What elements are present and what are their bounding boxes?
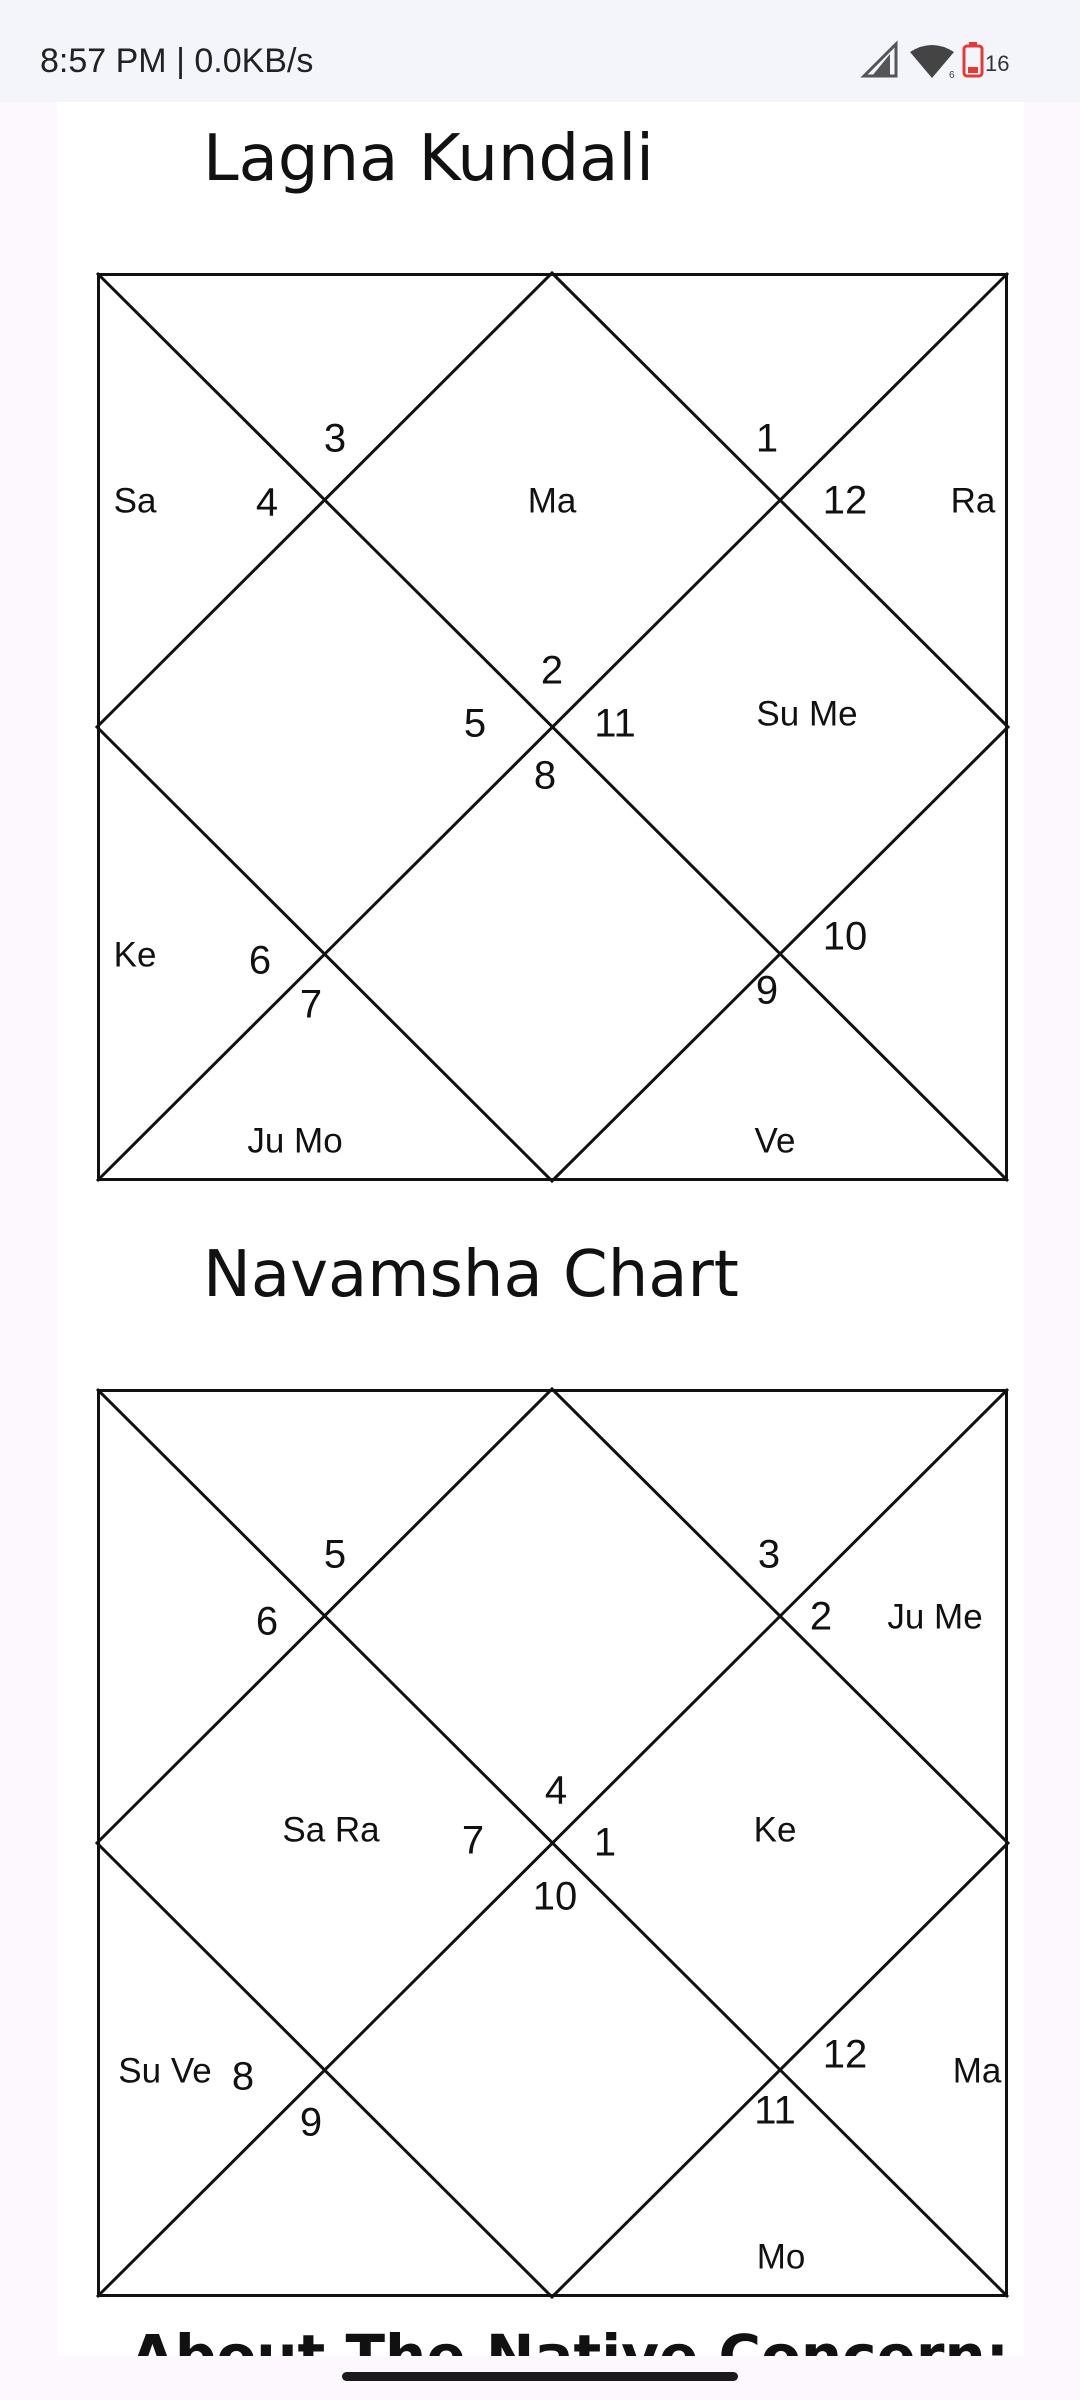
- house-number: 1: [755, 416, 779, 461]
- lagna-kundali-chart: [97, 273, 1008, 1181]
- lagna-chart-title: Lagna Kundali: [203, 122, 654, 196]
- planet-label: Sa: [113, 481, 157, 521]
- home-indicator[interactable]: [342, 2372, 738, 2381]
- planet-label: Ju Me: [887, 1597, 983, 1637]
- house-number: 9: [755, 968, 779, 1013]
- house-number: 10: [532, 1874, 578, 1919]
- house-number: 4: [255, 480, 279, 525]
- status-bar: [0, 0, 1080, 102]
- planet-label: Ve: [754, 1121, 796, 1161]
- house-number: 6: [248, 938, 272, 983]
- planet-label: Ke: [113, 935, 157, 975]
- house-number: 3: [323, 416, 347, 461]
- wifi-icon: [910, 45, 955, 80]
- planet-label: Ke: [753, 1810, 797, 1850]
- house-number: 5: [323, 1532, 347, 1577]
- house-number: 7: [299, 982, 323, 1027]
- house-number: 9: [299, 2100, 323, 2145]
- house-number: 8: [231, 2054, 255, 2099]
- planet-label: Ma: [952, 2051, 1002, 2091]
- planet-label: Sa Ra: [282, 1810, 380, 1850]
- svg-text:6: 6: [949, 70, 955, 80]
- house-number: 2: [540, 648, 564, 693]
- content-panel: [57, 102, 1024, 2357]
- planet-label: Mo: [756, 2237, 806, 2277]
- navamsha-chart-title: Navamsha Chart: [203, 1238, 739, 1312]
- house-number: 12: [822, 478, 868, 523]
- house-number: 2: [809, 1594, 833, 1639]
- house-number: 11: [594, 701, 636, 746]
- planet-label: Ra: [950, 481, 996, 521]
- house-number: 10: [822, 914, 868, 959]
- planet-label: Ma: [527, 481, 577, 521]
- battery-low-icon: [964, 42, 982, 76]
- house-number: 8: [533, 753, 557, 798]
- status-time: 8:57 PM | 0.0KB/s: [40, 42, 314, 80]
- navamsha-chart: [97, 1389, 1008, 2297]
- house-number: 11: [754, 2088, 796, 2133]
- house-number: 7: [461, 1818, 485, 1863]
- house-number: 5: [463, 701, 487, 746]
- house-number: 3: [757, 1532, 781, 1577]
- status-icons: [860, 40, 1030, 80]
- lagna-chart-svg: [97, 273, 1008, 1181]
- battery-level: 16: [985, 51, 1010, 76]
- cellular-signal-icon: [864, 44, 896, 76]
- planet-label: Su Ve: [118, 2051, 212, 2091]
- house-number: 12: [822, 2032, 868, 2077]
- navamsha-chart-svg: [97, 1389, 1008, 2297]
- house-number: 1: [593, 1820, 617, 1865]
- planet-label: Ju Mo: [247, 1121, 343, 1161]
- house-number: 6: [255, 1599, 279, 1644]
- house-number: 4: [544, 1768, 568, 1813]
- planet-label: Su Me: [756, 694, 858, 734]
